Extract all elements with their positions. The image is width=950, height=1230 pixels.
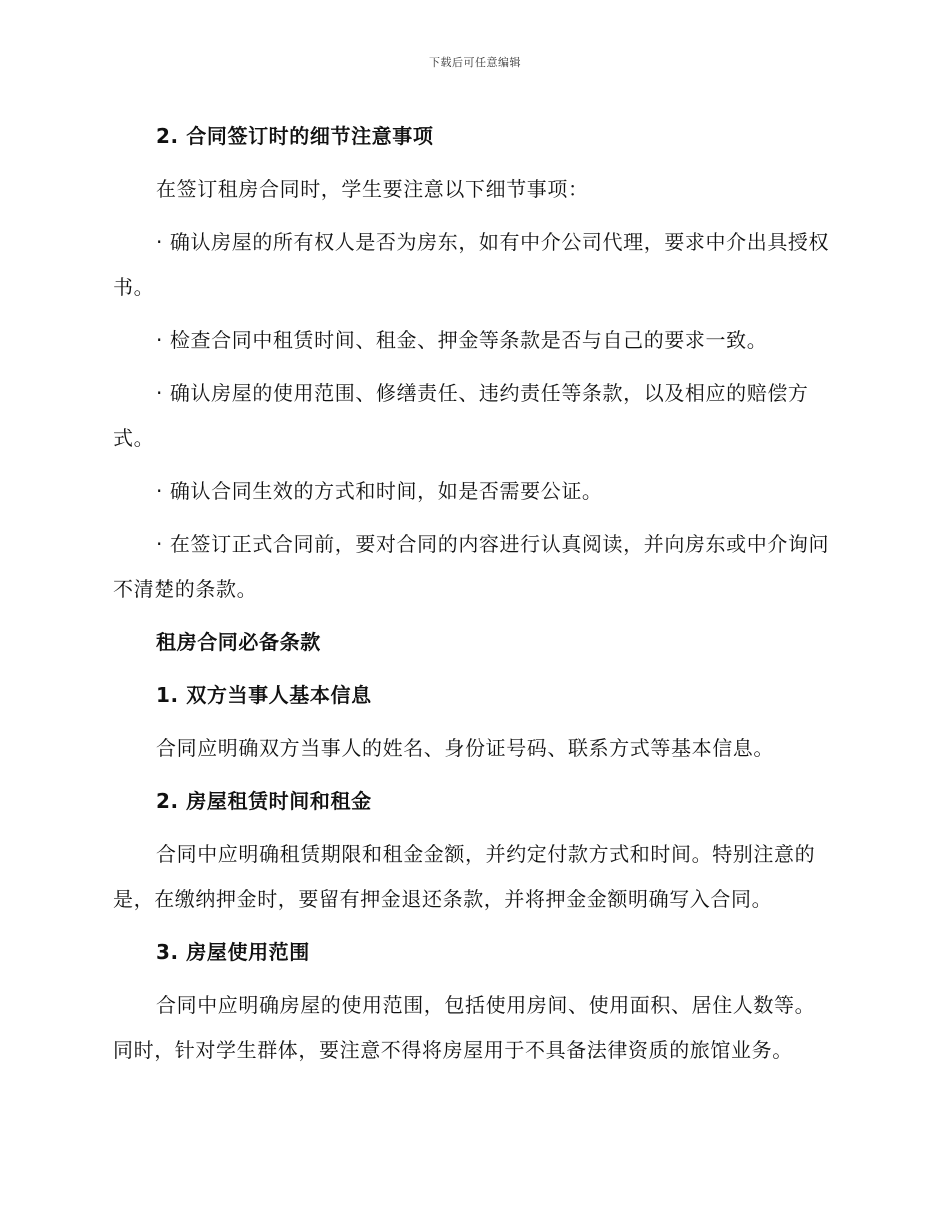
paragraph-intro-details: 在签订租房合同时，学生要注意以下细节事项： [156, 177, 589, 201]
paragraph-lease-term-rent: 合同中应明确租赁期限和租金金额，并约定付款方式和时间。特别注意的是，在缴纳押金时，要留有押金退还条款，并将押金金额明确写入合同。 [113, 842, 816, 911]
document-body [113, 114, 833, 1073]
bullet-confirm-scope-liability: · 确认房屋的使用范围、修缮责任、违约责任等条款，以及相应的赔偿方式。 [113, 381, 809, 450]
subheading-usage-scope: 3. 房屋使用范围 [156, 940, 310, 964]
paragraph-usage-scope: 合同中应明确房屋的使用范围，包括使用房间、使用面积、居住人数等。同时，针对学生群体，要注意不得将房屋用于不具备法律资质的旅馆业务。 [113, 993, 816, 1062]
section-heading-required-clauses: 租房合同必备条款 [156, 630, 321, 654]
bullet-check-terms: · 检查合同中租赁时间、租金、押金等条款是否与自己的要求一致。 [156, 328, 768, 352]
bullet-effective-date: · 确认合同生效的方式和时间，如是否需要公证。 [156, 479, 603, 503]
paragraph-party-info: 合同应明确双方当事人的姓名、身份证号码、联系方式等基本信息。 [156, 736, 774, 760]
subheading-party-info: 1. 双方当事人基本信息 [156, 683, 372, 707]
subheading-lease-term-rent: 2. 房屋租赁时间和租金 [156, 789, 372, 813]
bullet-verify-owner: · 确认房屋的所有权人是否为房东，如有中介公司代理，要求中介出具授权书。 [113, 230, 830, 299]
bullet-read-carefully: · 在签订正式合同前，要对合同的内容进行认真阅读，并向房东或中介询问不清楚的条款。 [113, 532, 830, 601]
section-heading-contract-signing-details: 2. 合同签订时的细节注意事项 [156, 124, 434, 148]
header-note: 下载后可任意编辑 [429, 56, 521, 69]
